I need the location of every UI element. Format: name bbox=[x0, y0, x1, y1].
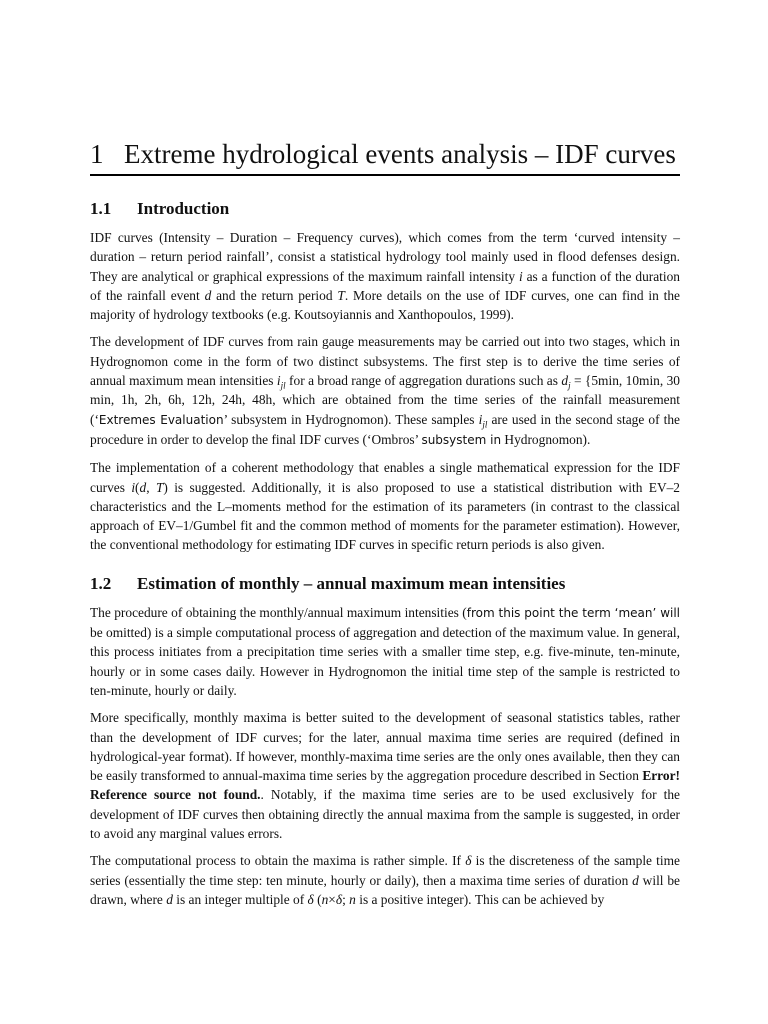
text-run: . More details on the use of IDF curves, one can find in the majority of hydrology textbooks (e.g. Koutsoyiannis and Xanthopoulos, 1999). bbox=[90, 287, 680, 323]
paragraph-two-stages bbox=[90, 332, 680, 450]
text-run: ) is suggested. Additionally, it is also proposed to use a statistical distribution with EV–2 characteristics and the L–moments method for the estimation of its parameters (in contrast to the classical approach of EV–1/Gumbel fit and the common method of moments for the parameter estimation). However, the conventional methodology for estimating IDF curves in specific return periods is also given. bbox=[90, 479, 680, 553]
variable: d bbox=[204, 287, 212, 303]
text-run: is a positive integer). This can be achieved by bbox=[355, 891, 605, 907]
text-run: IDF curves (Intensity – Duration – Frequency curves), which comes from the term ‘curved intensity – duration – return period rainfall’, consist a statistical hydrology tool mainly used in flood defenses design. They are analytical or graphical expressions of the maximum rainfall intensity bbox=[90, 230, 680, 284]
variable: i bbox=[131, 479, 136, 495]
paragraph-methodology bbox=[90, 458, 680, 554]
page-content bbox=[90, 138, 680, 917]
text-run: . Notably, if the maxima time series are to be used exclusively for the development of IDF curves then obtaining directly the annual maxima from the sample is suggested, in order to avoid any marginal values errors. bbox=[90, 787, 680, 842]
text-run-sans: subsystem in bbox=[421, 432, 502, 447]
paragraph-idf-definition bbox=[90, 228, 680, 324]
section-number: 1.2 bbox=[90, 573, 112, 593]
subscript: jl bbox=[280, 380, 286, 391]
text-run: × bbox=[328, 891, 336, 907]
text-run: , bbox=[146, 479, 156, 495]
text-run: The development of IDF curves from rain gauge measurements may be carried out into two stages, which in Hydrognomon come in the form of two distinct subsystems. The first step is to derive the time series of annual maximum mean intensities bbox=[90, 334, 680, 389]
variable: d bbox=[632, 872, 639, 888]
text-run-sans: from this point the term ‘mean’ will bbox=[466, 605, 681, 620]
chapter-number: 1 bbox=[90, 139, 104, 169]
section-number: 1.1 bbox=[90, 199, 112, 218]
section-title: Estimation of monthly – annual maximum mean intensities bbox=[137, 573, 566, 593]
text-run: be omitted) is a simple computational process of aggregation and detection of the maximum value. In general, this process initiates from a precipitation time series with a smaller time step, e.g. five-minute, ten-minute, hourly or in some cases daily. However in Hydrognomon the initial time step of the sample is restricted to ten-minute, hourly or daily. bbox=[90, 625, 680, 698]
text-run: More specifically, monthly maxima is better suited to the development of seasonal statistics tables, rather than the development of IDF curves; for the later, annual maxima time series are required (defined in hydrological-year format). If however, monthly-maxima time series are the only ones available, then they can be easily transformed to annual-maxima time series by the aggregation procedure described in Section bbox=[90, 710, 680, 784]
text-run: will be drawn, where bbox=[90, 872, 680, 907]
subsystem-name: Extremes Evaluation bbox=[98, 412, 224, 427]
chapter-title: Extreme hydrological events analysis – IDF curves bbox=[124, 139, 676, 169]
subscript: jl bbox=[482, 419, 488, 430]
variable: δ bbox=[307, 891, 314, 907]
text-run: and the return period bbox=[211, 287, 338, 303]
text-run: The procedure of obtaining the monthly/annual maximum intensities ( bbox=[90, 604, 467, 620]
variable: δ bbox=[335, 891, 343, 907]
text-run: is an integer multiple of bbox=[172, 891, 308, 907]
paragraph-procedure bbox=[90, 603, 680, 700]
variable: n bbox=[349, 891, 356, 907]
variable: T bbox=[337, 287, 345, 303]
section-heading-estimation bbox=[90, 573, 680, 595]
variable: δ bbox=[465, 853, 472, 869]
text-run: The implementation of a coherent methodology that enables a single mathematical expression for the IDF curves bbox=[90, 460, 680, 495]
variable: i bbox=[518, 268, 523, 284]
variable: d bbox=[139, 479, 147, 495]
text-run: as a function of the duration of the rainfall event bbox=[90, 268, 680, 303]
text-run: for a broad range of aggregation durations such as bbox=[285, 373, 562, 389]
section-title: Introduction bbox=[137, 199, 230, 218]
variable: T bbox=[155, 479, 164, 495]
text-run: is the discreteness of the sample time series (essentially the time step: ten minute, hourly or daily), then a maxima time series of duration bbox=[90, 853, 680, 888]
text-run: are used in the second stage of the procedure in order to develop the final IDF curves (‘Ombros’ bbox=[90, 411, 680, 447]
text-run: ’ subsystem in Hydrognomon). These samples bbox=[223, 411, 479, 427]
variable: i bbox=[276, 373, 281, 389]
subscript: j bbox=[568, 380, 571, 391]
variable: d bbox=[561, 373, 569, 389]
chapter-heading bbox=[90, 138, 680, 176]
text-run: ( bbox=[313, 891, 322, 907]
paragraph-monthly-maxima bbox=[90, 708, 680, 843]
variable: n bbox=[321, 891, 329, 907]
variable: d bbox=[166, 891, 173, 907]
text-run: = {5min, 10min, 30 min, 1h, 2h, 6h, 12h, 24h, 48h, which are obtained from the time series of the rainfall measurement (‘ bbox=[90, 373, 680, 427]
section-heading-introduction bbox=[90, 198, 680, 220]
text-run: Hydrognomon). bbox=[501, 431, 591, 447]
paragraph-computational-process bbox=[90, 851, 680, 909]
text-run: The computational process to obtain the maxima is rather simple. If bbox=[90, 853, 466, 869]
text-run: ( bbox=[135, 479, 140, 495]
text-run: ; bbox=[342, 891, 350, 907]
variable: i bbox=[478, 411, 483, 427]
reference-error: Error! Reference source not found. bbox=[90, 768, 680, 803]
